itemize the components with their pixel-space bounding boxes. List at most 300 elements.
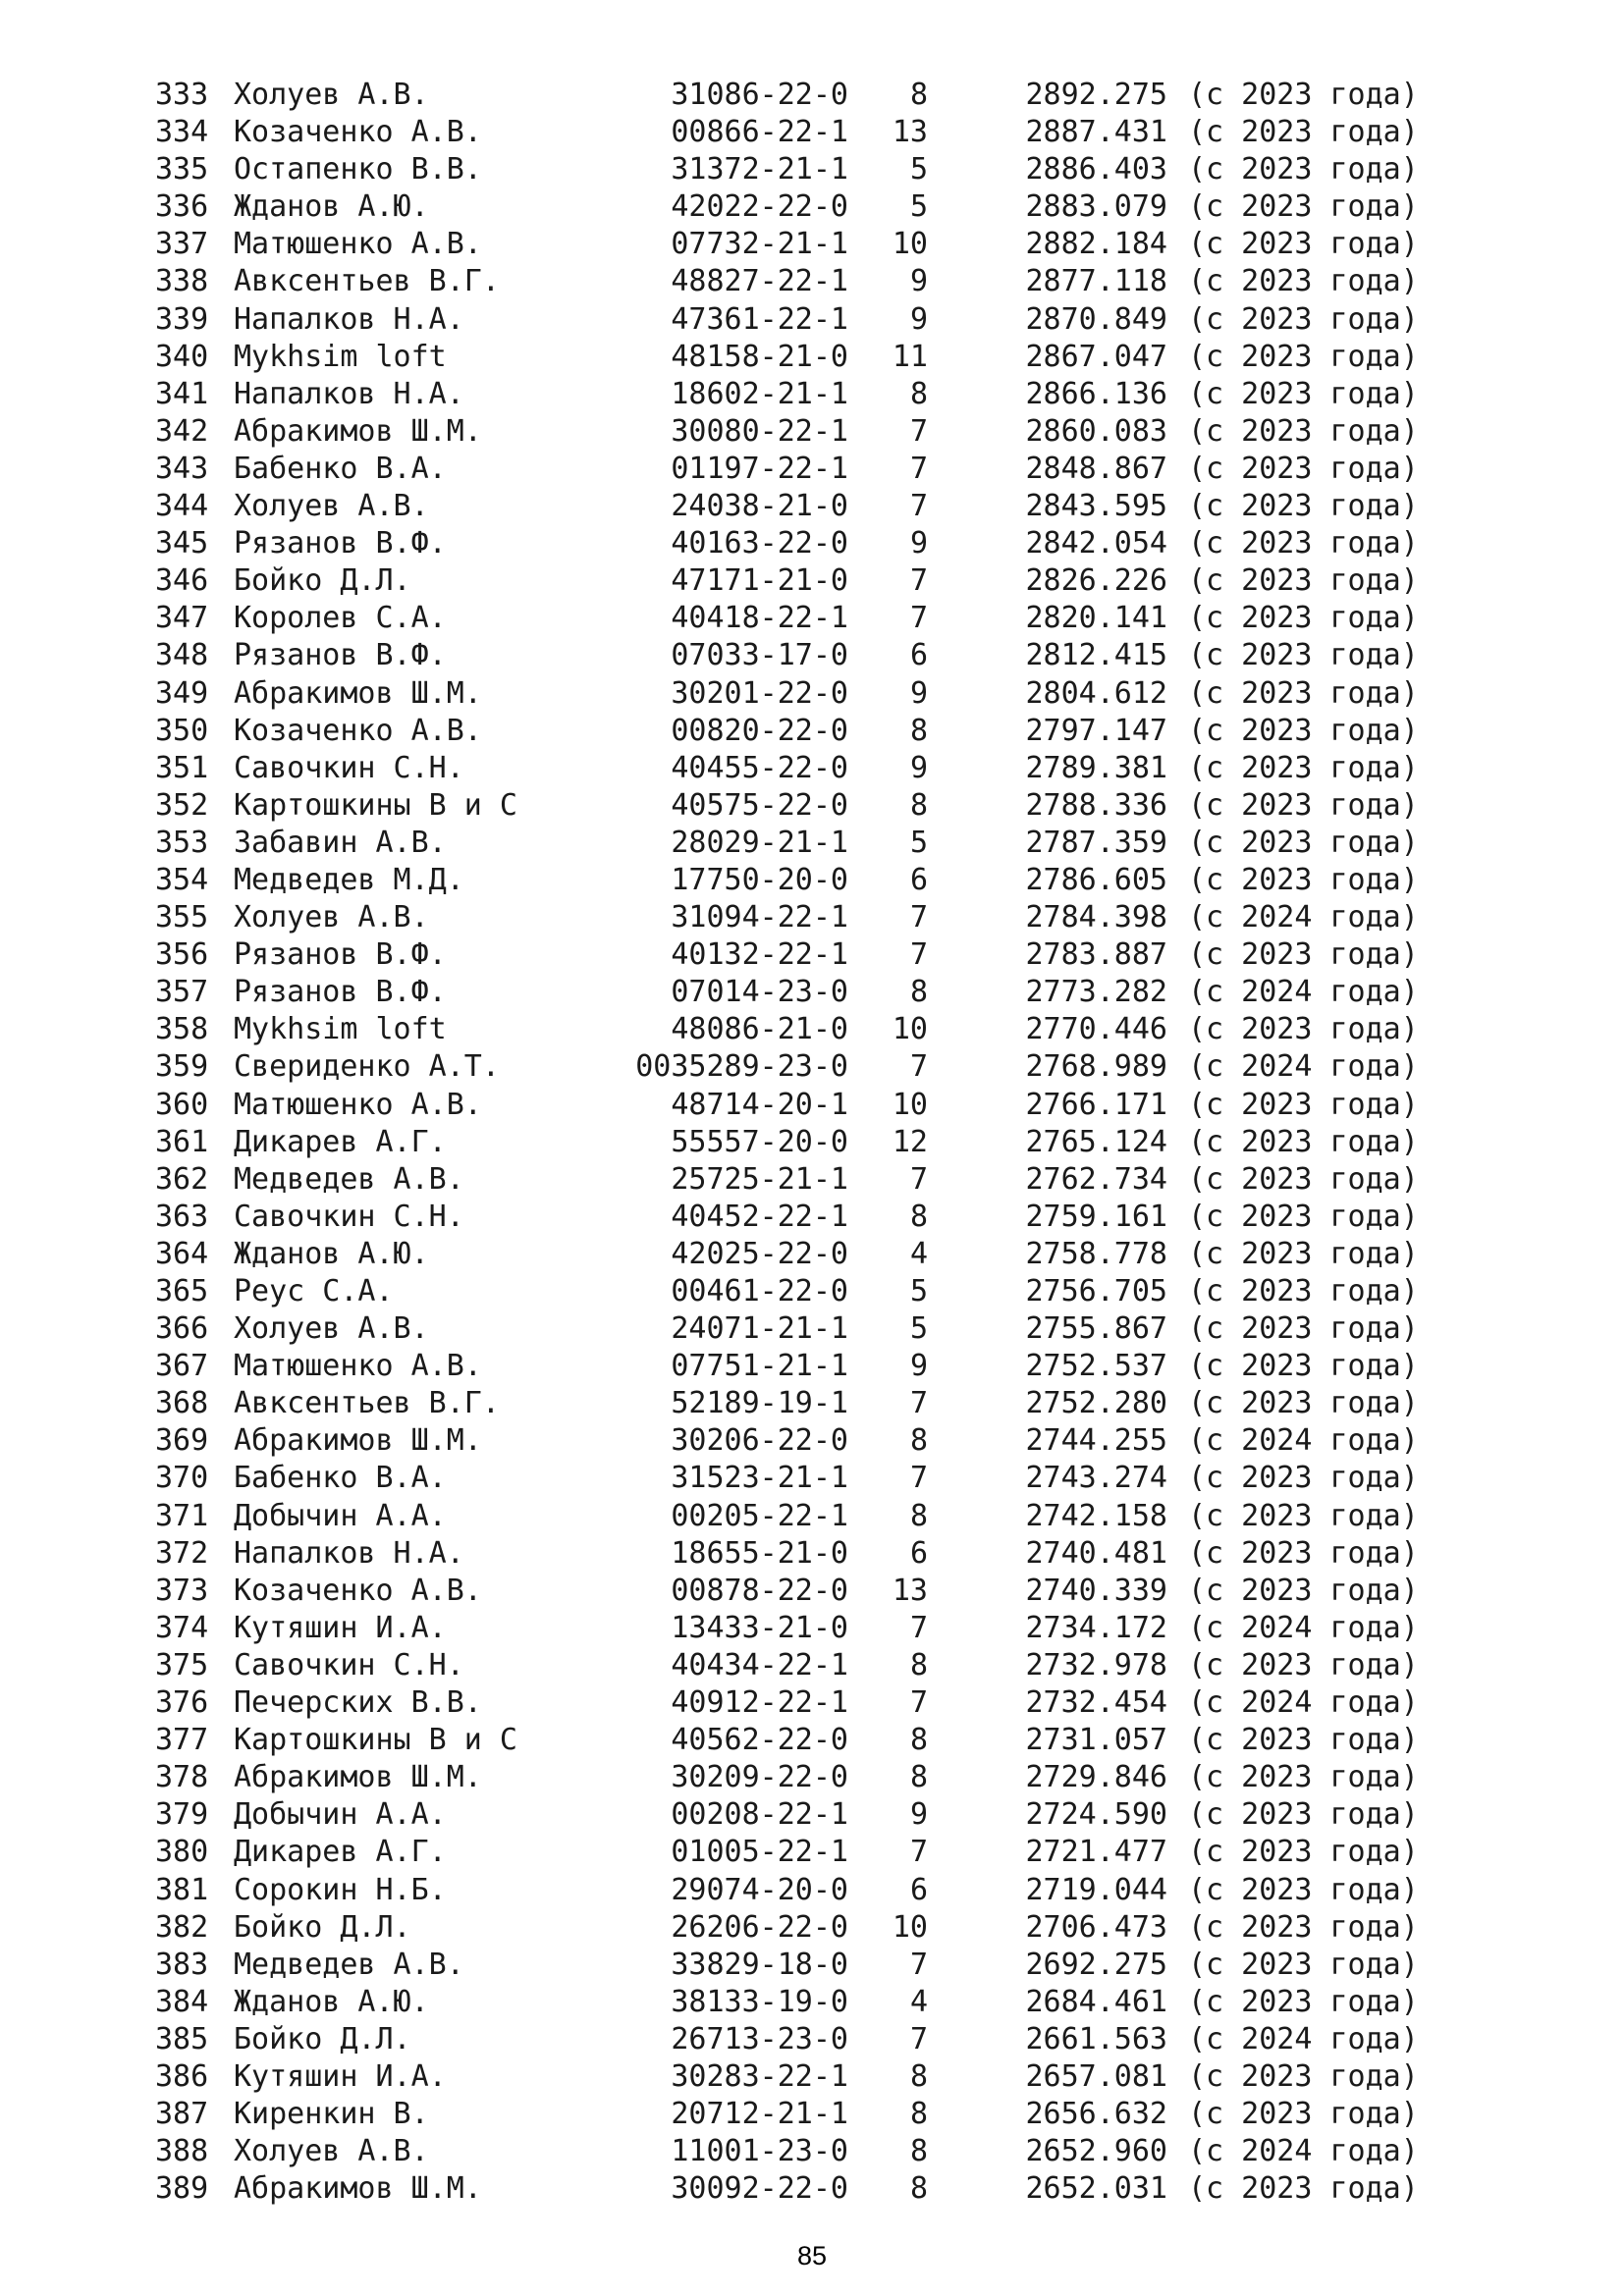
score-value: 2759.161 bbox=[1025, 1199, 1167, 1234]
rank-number: 334 bbox=[155, 115, 209, 150]
result-count: 7 bbox=[909, 2021, 928, 2056]
result-count: 8 bbox=[909, 2058, 928, 2094]
ring-code: 01005-22-1 bbox=[671, 1835, 848, 1870]
result-count: 8 bbox=[909, 2097, 928, 2132]
owner-name: Напалков Н.А. bbox=[234, 376, 464, 411]
rank-number: 353 bbox=[155, 825, 209, 860]
rank-number: 389 bbox=[155, 2171, 209, 2207]
list-item bbox=[0, 1947, 1624, 1984]
since-year: (с 2023 года) bbox=[1188, 152, 1419, 187]
owner-name: Рязанов В.Ф. bbox=[234, 638, 447, 673]
rank-number: 336 bbox=[155, 189, 209, 225]
owner-name: Дикарев А.Г. bbox=[234, 1835, 447, 1870]
list-item bbox=[0, 114, 1624, 151]
result-count: 9 bbox=[909, 675, 928, 711]
since-year: (с 2023 года) bbox=[1188, 1872, 1419, 1907]
since-year: (с 2023 года) bbox=[1188, 1274, 1419, 1308]
owner-name: Матюшенко А.В. bbox=[234, 227, 482, 262]
result-count: 4 bbox=[909, 1984, 928, 2019]
since-year: (с 2023 года) bbox=[1188, 1573, 1419, 1608]
since-year: (с 2023 года) bbox=[1188, 601, 1419, 636]
rank-number: 346 bbox=[155, 563, 209, 599]
owner-name: Жданов А.Ю. bbox=[234, 189, 429, 225]
page-number: 85 bbox=[796, 2241, 828, 2270]
score-value: 2786.605 bbox=[1025, 862, 1167, 897]
owner-name: Кутяшин И.А. bbox=[234, 2058, 447, 2094]
score-value: 2820.141 bbox=[1025, 601, 1167, 636]
owner-name: Напалков Н.А. bbox=[234, 301, 464, 337]
ring-code: 00208-22-1 bbox=[671, 1797, 848, 1833]
ring-code: 30283-22-1 bbox=[671, 2058, 848, 2094]
since-year: (с 2023 года) bbox=[1188, 1199, 1419, 1234]
result-count: 8 bbox=[909, 713, 928, 748]
list-item bbox=[0, 451, 1624, 488]
rank-number: 378 bbox=[155, 1760, 209, 1795]
owner-name: Медведев А.В. bbox=[234, 1161, 464, 1197]
score-value: 2886.403 bbox=[1025, 152, 1167, 187]
owner-name: Козаченко А.В. bbox=[234, 115, 482, 150]
ring-code: 31094-22-1 bbox=[671, 900, 848, 935]
since-year: (с 2023 года) bbox=[1188, 1087, 1419, 1122]
ring-code: 28029-21-1 bbox=[671, 825, 848, 860]
score-value: 2867.047 bbox=[1025, 339, 1167, 374]
owner-name: Киренкин В. bbox=[234, 2097, 429, 2132]
owner-name: Холуев А.В. bbox=[234, 900, 429, 935]
since-year: (с 2023 года) bbox=[1188, 862, 1419, 897]
rank-number: 364 bbox=[155, 1236, 209, 1271]
rank-number: 367 bbox=[155, 1349, 209, 1384]
owner-name: Абракимов Ш.М. bbox=[234, 1423, 482, 1459]
result-count: 7 bbox=[909, 489, 928, 524]
since-year: (с 2024 года) bbox=[1188, 2134, 1419, 2169]
owner-name: Абракимов Ш.М. bbox=[234, 1760, 482, 1795]
score-value: 2742.158 bbox=[1025, 1498, 1167, 1533]
ring-code: 11001-23-0 bbox=[671, 2134, 848, 2169]
result-count: 8 bbox=[909, 2134, 928, 2169]
result-count: 8 bbox=[909, 1498, 928, 1533]
list-item bbox=[0, 1385, 1624, 1422]
ring-code: 30080-22-1 bbox=[671, 413, 848, 449]
ring-code: 52189-19-1 bbox=[671, 1386, 848, 1421]
owner-name: Королев С.А. bbox=[234, 601, 447, 636]
list-item bbox=[0, 2021, 1624, 2058]
result-count: 8 bbox=[909, 78, 928, 112]
ring-code: 0035289-23-0 bbox=[635, 1049, 848, 1085]
score-value: 2721.477 bbox=[1025, 1835, 1167, 1870]
rank-number: 377 bbox=[155, 1723, 209, 1758]
result-count: 4 bbox=[909, 1236, 928, 1271]
rank-number: 361 bbox=[155, 1124, 209, 1159]
list-item bbox=[0, 1684, 1624, 1722]
since-year: (с 2023 года) bbox=[1188, 451, 1419, 486]
list-item bbox=[0, 188, 1624, 226]
owner-name: Добычин А.А. bbox=[234, 1498, 447, 1533]
owner-name: Рязанов В.Ф. bbox=[234, 975, 447, 1010]
rank-number: 360 bbox=[155, 1087, 209, 1122]
ring-code: 48158-21-0 bbox=[671, 339, 848, 374]
list-item bbox=[0, 1872, 1624, 1909]
list-item bbox=[0, 488, 1624, 525]
rank-number: 344 bbox=[155, 489, 209, 524]
list-item bbox=[0, 936, 1624, 974]
since-year: (с 2023 года) bbox=[1188, 1012, 1419, 1047]
list-item bbox=[0, 1310, 1624, 1348]
result-count: 6 bbox=[909, 1872, 928, 1907]
ring-code: 33829-18-0 bbox=[671, 1947, 848, 1982]
rank-number: 337 bbox=[155, 227, 209, 262]
rank-number: 357 bbox=[155, 975, 209, 1010]
since-year: (с 2024 года) bbox=[1188, 1685, 1419, 1721]
result-count: 6 bbox=[909, 1535, 928, 1571]
score-value: 2657.081 bbox=[1025, 2058, 1167, 2094]
owner-name: Бабенко В.А. bbox=[234, 451, 447, 486]
ring-code: 42025-22-0 bbox=[671, 1236, 848, 1271]
ring-code: 40163-22-0 bbox=[671, 526, 848, 561]
since-year: (с 2023 года) bbox=[1188, 339, 1419, 374]
since-year: (с 2024 года) bbox=[1188, 1049, 1419, 1085]
result-count: 8 bbox=[909, 376, 928, 411]
score-value: 2762.734 bbox=[1025, 1161, 1167, 1197]
rank-number: 356 bbox=[155, 937, 209, 973]
owner-name: Матюшенко А.В. bbox=[234, 1349, 482, 1384]
list-item bbox=[0, 713, 1624, 750]
owner-name: Абракимов Ш.М. bbox=[234, 2171, 482, 2207]
owner-name: Остапенко В.В. bbox=[234, 152, 482, 187]
owner-name: Холуев А.В. bbox=[234, 2134, 429, 2169]
list-item bbox=[0, 1011, 1624, 1048]
owner-name: Абракимов Ш.М. bbox=[234, 413, 482, 449]
ring-code: 20712-21-1 bbox=[671, 2097, 848, 2132]
result-count: 9 bbox=[909, 301, 928, 337]
list-item bbox=[0, 637, 1624, 674]
since-year: (с 2023 года) bbox=[1188, 1647, 1419, 1682]
result-count: 7 bbox=[909, 451, 928, 486]
score-value: 2848.867 bbox=[1025, 451, 1167, 486]
result-count: 8 bbox=[909, 787, 928, 823]
since-year: (с 2023 года) bbox=[1188, 1797, 1419, 1833]
rank-number: 350 bbox=[155, 713, 209, 748]
ring-code: 29074-20-0 bbox=[671, 1872, 848, 1907]
list-item bbox=[0, 525, 1624, 562]
list-item bbox=[0, 263, 1624, 300]
score-value: 2755.867 bbox=[1025, 1311, 1167, 1347]
result-count: 5 bbox=[909, 1311, 928, 1347]
result-count: 8 bbox=[909, 1199, 928, 1234]
since-year: (с 2023 года) bbox=[1188, 2058, 1419, 2094]
list-item bbox=[0, 2133, 1624, 2170]
list-item bbox=[0, 1460, 1624, 1497]
score-value: 2731.057 bbox=[1025, 1723, 1167, 1758]
rank-number: 347 bbox=[155, 601, 209, 636]
result-count: 9 bbox=[909, 1349, 928, 1384]
owner-name: Реус С.А. bbox=[234, 1274, 394, 1308]
list-item bbox=[0, 1422, 1624, 1460]
rank-number: 383 bbox=[155, 1947, 209, 1982]
result-count: 5 bbox=[909, 825, 928, 860]
since-year: (с 2023 года) bbox=[1188, 1535, 1419, 1571]
rank-number: 335 bbox=[155, 152, 209, 187]
result-count: 13 bbox=[892, 1573, 928, 1608]
list-item bbox=[0, 787, 1624, 825]
owner-name: Сорокин Н.Б. bbox=[234, 1872, 447, 1907]
list-item bbox=[0, 1722, 1624, 1759]
ring-code: 26206-22-0 bbox=[671, 1909, 848, 1945]
ring-code: 48086-21-0 bbox=[671, 1012, 848, 1047]
list-item bbox=[0, 1647, 1624, 1684]
list-item bbox=[0, 301, 1624, 339]
since-year: (с 2023 года) bbox=[1188, 825, 1419, 860]
ring-code: 40455-22-0 bbox=[671, 750, 848, 785]
list-item bbox=[0, 675, 1624, 713]
owner-name: Добычин А.А. bbox=[234, 1797, 447, 1833]
rank-number: 370 bbox=[155, 1461, 209, 1496]
score-value: 2752.280 bbox=[1025, 1386, 1167, 1421]
ring-code: 30209-22-0 bbox=[671, 1760, 848, 1795]
since-year: (с 2023 года) bbox=[1188, 1947, 1419, 1982]
list-item bbox=[0, 1199, 1624, 1236]
list-item bbox=[0, 1796, 1624, 1834]
owner-name: Медведев А.В. bbox=[234, 1947, 464, 1982]
ring-code: 00866-22-1 bbox=[671, 115, 848, 150]
ring-code: 18602-21-1 bbox=[671, 376, 848, 411]
list-item bbox=[0, 1236, 1624, 1273]
score-value: 2752.537 bbox=[1025, 1349, 1167, 1384]
rank-number: 349 bbox=[155, 675, 209, 711]
score-value: 2692.275 bbox=[1025, 1947, 1167, 1982]
list-item bbox=[0, 1048, 1624, 1086]
since-year: (с 2023 года) bbox=[1188, 301, 1419, 337]
list-item bbox=[0, 899, 1624, 936]
rank-number: 376 bbox=[155, 1685, 209, 1721]
since-year: (с 2023 года) bbox=[1188, 1835, 1419, 1870]
ring-code: 31086-22-0 bbox=[671, 78, 848, 112]
result-count: 9 bbox=[909, 750, 928, 785]
score-value: 2783.887 bbox=[1025, 937, 1167, 973]
list-item bbox=[0, 1161, 1624, 1199]
ring-code: 47361-22-1 bbox=[671, 301, 848, 337]
ring-code: 01197-22-1 bbox=[671, 451, 848, 486]
list-item bbox=[0, 151, 1624, 188]
rank-number: 341 bbox=[155, 376, 209, 411]
rank-number: 372 bbox=[155, 1535, 209, 1571]
owner-name: Матюшенко А.В. bbox=[234, 1087, 482, 1122]
since-year: (с 2024 года) bbox=[1188, 1610, 1419, 1645]
since-year: (с 2023 года) bbox=[1188, 1760, 1419, 1795]
result-count: 7 bbox=[909, 900, 928, 935]
result-count: 7 bbox=[909, 1947, 928, 1982]
result-count: 7 bbox=[909, 601, 928, 636]
rank-number: 359 bbox=[155, 1049, 209, 1085]
ring-code: 31372-21-1 bbox=[671, 152, 848, 187]
since-year: (с 2023 года) bbox=[1188, 675, 1419, 711]
list-item bbox=[0, 1124, 1624, 1161]
rank-number: 345 bbox=[155, 526, 209, 561]
list-item bbox=[0, 376, 1624, 413]
rank-number: 343 bbox=[155, 451, 209, 486]
ring-code: 17750-20-0 bbox=[671, 862, 848, 897]
rank-number: 333 bbox=[155, 78, 209, 112]
owner-name: Картошкины В и С bbox=[234, 1723, 517, 1758]
list-item bbox=[0, 1573, 1624, 1610]
owner-name: Картошкины В и С bbox=[234, 787, 517, 823]
result-count: 7 bbox=[909, 1685, 928, 1721]
ring-code: 40575-22-0 bbox=[671, 787, 848, 823]
since-year: (с 2023 года) bbox=[1188, 78, 1419, 112]
score-value: 2788.336 bbox=[1025, 787, 1167, 823]
score-value: 2740.481 bbox=[1025, 1535, 1167, 1571]
rank-number: 371 bbox=[155, 1498, 209, 1533]
rank-number: 368 bbox=[155, 1386, 209, 1421]
result-count: 5 bbox=[909, 189, 928, 225]
score-value: 2744.255 bbox=[1025, 1423, 1167, 1459]
result-count: 11 bbox=[892, 339, 928, 374]
score-value: 2843.595 bbox=[1025, 489, 1167, 524]
score-value: 2652.960 bbox=[1025, 2134, 1167, 2169]
owner-name: Авксентьев В.Г. bbox=[234, 1386, 500, 1421]
owner-name: Свериденко А.Т. bbox=[234, 1049, 500, 1085]
list-item bbox=[0, 600, 1624, 637]
score-value: 2770.446 bbox=[1025, 1012, 1167, 1047]
score-value: 2870.849 bbox=[1025, 301, 1167, 337]
rank-number: 386 bbox=[155, 2058, 209, 2094]
owner-name: Савочкин С.Н. bbox=[234, 1647, 464, 1682]
owner-name: Авксентьев В.Г. bbox=[234, 264, 500, 299]
ring-code: 40452-22-1 bbox=[671, 1199, 848, 1234]
score-value: 2882.184 bbox=[1025, 227, 1167, 262]
since-year: (с 2024 года) bbox=[1188, 900, 1419, 935]
score-value: 2724.590 bbox=[1025, 1797, 1167, 1833]
result-count: 5 bbox=[909, 1274, 928, 1308]
score-value: 2652.031 bbox=[1025, 2171, 1167, 2207]
list-item bbox=[0, 413, 1624, 451]
score-value: 2826.226 bbox=[1025, 563, 1167, 599]
rank-number: 387 bbox=[155, 2097, 209, 2132]
result-count: 8 bbox=[909, 975, 928, 1010]
result-count: 7 bbox=[909, 1386, 928, 1421]
score-value: 2887.431 bbox=[1025, 115, 1167, 150]
list-item bbox=[0, 1348, 1624, 1385]
since-year: (с 2023 года) bbox=[1188, 750, 1419, 785]
result-count: 10 bbox=[892, 1087, 928, 1122]
list-item bbox=[0, 1273, 1624, 1310]
rank-number: 381 bbox=[155, 1872, 209, 1907]
since-year: (с 2023 года) bbox=[1188, 2171, 1419, 2207]
since-year: (с 2023 года) bbox=[1188, 1984, 1419, 2019]
since-year: (с 2023 года) bbox=[1188, 937, 1419, 973]
owner-name: Кутяшин И.А. bbox=[234, 1610, 447, 1645]
result-count: 9 bbox=[909, 264, 928, 299]
rank-number: 355 bbox=[155, 900, 209, 935]
ring-code: 48714-20-1 bbox=[671, 1087, 848, 1122]
rank-number: 340 bbox=[155, 339, 209, 374]
list-item bbox=[0, 974, 1624, 1011]
ring-code: 55557-20-0 bbox=[671, 1124, 848, 1159]
ring-code: 24071-21-1 bbox=[671, 1311, 848, 1347]
owner-name: Напалков Н.А. bbox=[234, 1535, 464, 1571]
since-year: (с 2023 года) bbox=[1188, 1349, 1419, 1384]
ring-code: 07014-23-0 bbox=[671, 975, 848, 1010]
since-year: (с 2023 года) bbox=[1188, 489, 1419, 524]
owner-name: Бойко Д.Л. bbox=[234, 563, 411, 599]
score-value: 2729.846 bbox=[1025, 1760, 1167, 1795]
owner-name: Козаченко А.В. bbox=[234, 713, 482, 748]
score-value: 2789.381 bbox=[1025, 750, 1167, 785]
result-count: 7 bbox=[909, 1610, 928, 1645]
rank-number: 388 bbox=[155, 2134, 209, 2169]
score-value: 2804.612 bbox=[1025, 675, 1167, 711]
since-year: (с 2023 года) bbox=[1188, 638, 1419, 673]
ring-code: 00820-22-0 bbox=[671, 713, 848, 748]
score-value: 2892.275 bbox=[1025, 78, 1167, 112]
score-value: 2883.079 bbox=[1025, 189, 1167, 225]
list-item bbox=[0, 1498, 1624, 1535]
result-count: 6 bbox=[909, 862, 928, 897]
owner-name: Дикарев А.Г. bbox=[234, 1124, 447, 1159]
result-count: 8 bbox=[909, 1647, 928, 1682]
since-year: (с 2023 года) bbox=[1188, 1461, 1419, 1496]
rank-number: 348 bbox=[155, 638, 209, 673]
result-count: 6 bbox=[909, 638, 928, 673]
list-item bbox=[0, 562, 1624, 600]
rank-number: 382 bbox=[155, 1909, 209, 1945]
since-year: (с 2023 года) bbox=[1188, 1161, 1419, 1197]
score-value: 2773.282 bbox=[1025, 975, 1167, 1010]
since-year: (с 2023 года) bbox=[1188, 227, 1419, 262]
ring-code: 00461-22-0 bbox=[671, 1274, 848, 1308]
since-year: (с 2023 года) bbox=[1188, 787, 1419, 823]
list-item bbox=[0, 226, 1624, 263]
result-count: 8 bbox=[909, 1423, 928, 1459]
score-value: 2797.147 bbox=[1025, 713, 1167, 748]
owner-name: Бойко Д.Л. bbox=[234, 1909, 411, 1945]
list-item bbox=[0, 77, 1624, 114]
since-year: (с 2023 года) bbox=[1188, 1498, 1419, 1533]
since-year: (с 2024 года) bbox=[1188, 2021, 1419, 2056]
ring-code: 30092-22-0 bbox=[671, 2171, 848, 2207]
result-count: 7 bbox=[909, 937, 928, 973]
score-value: 2684.461 bbox=[1025, 1984, 1167, 2019]
rank-number: 342 bbox=[155, 413, 209, 449]
rank-number: 379 bbox=[155, 1797, 209, 1833]
since-year: (с 2023 года) bbox=[1188, 713, 1419, 748]
rank-number: 365 bbox=[155, 1274, 209, 1308]
owner-name: Рязанов В.Ф. bbox=[234, 526, 447, 561]
owner-name: Mykhsim loft bbox=[234, 1012, 447, 1047]
ring-code: 30201-22-0 bbox=[671, 675, 848, 711]
score-value: 2732.454 bbox=[1025, 1685, 1167, 1721]
result-count: 10 bbox=[892, 1012, 928, 1047]
result-count: 7 bbox=[909, 1835, 928, 1870]
score-value: 2842.054 bbox=[1025, 526, 1167, 561]
ring-code: 40434-22-1 bbox=[671, 1647, 848, 1682]
ring-code: 40418-22-1 bbox=[671, 601, 848, 636]
result-count: 7 bbox=[909, 563, 928, 599]
ring-code: 38133-19-0 bbox=[671, 1984, 848, 2019]
ring-code: 40912-22-1 bbox=[671, 1685, 848, 1721]
ring-code: 00205-22-1 bbox=[671, 1498, 848, 1533]
since-year: (с 2023 года) bbox=[1188, 563, 1419, 599]
list-item bbox=[0, 1909, 1624, 1947]
since-year: (с 2024 года) bbox=[1188, 1423, 1419, 1459]
owner-name: Абракимов Ш.М. bbox=[234, 675, 482, 711]
result-count: 10 bbox=[892, 227, 928, 262]
score-value: 2768.989 bbox=[1025, 1049, 1167, 1085]
since-year: (с 2023 года) bbox=[1188, 1124, 1419, 1159]
owner-name: Печерских В.В. bbox=[234, 1685, 482, 1721]
owner-name: Холуев А.В. bbox=[234, 1311, 429, 1347]
score-value: 2877.118 bbox=[1025, 264, 1167, 299]
result-count: 10 bbox=[892, 1909, 928, 1945]
